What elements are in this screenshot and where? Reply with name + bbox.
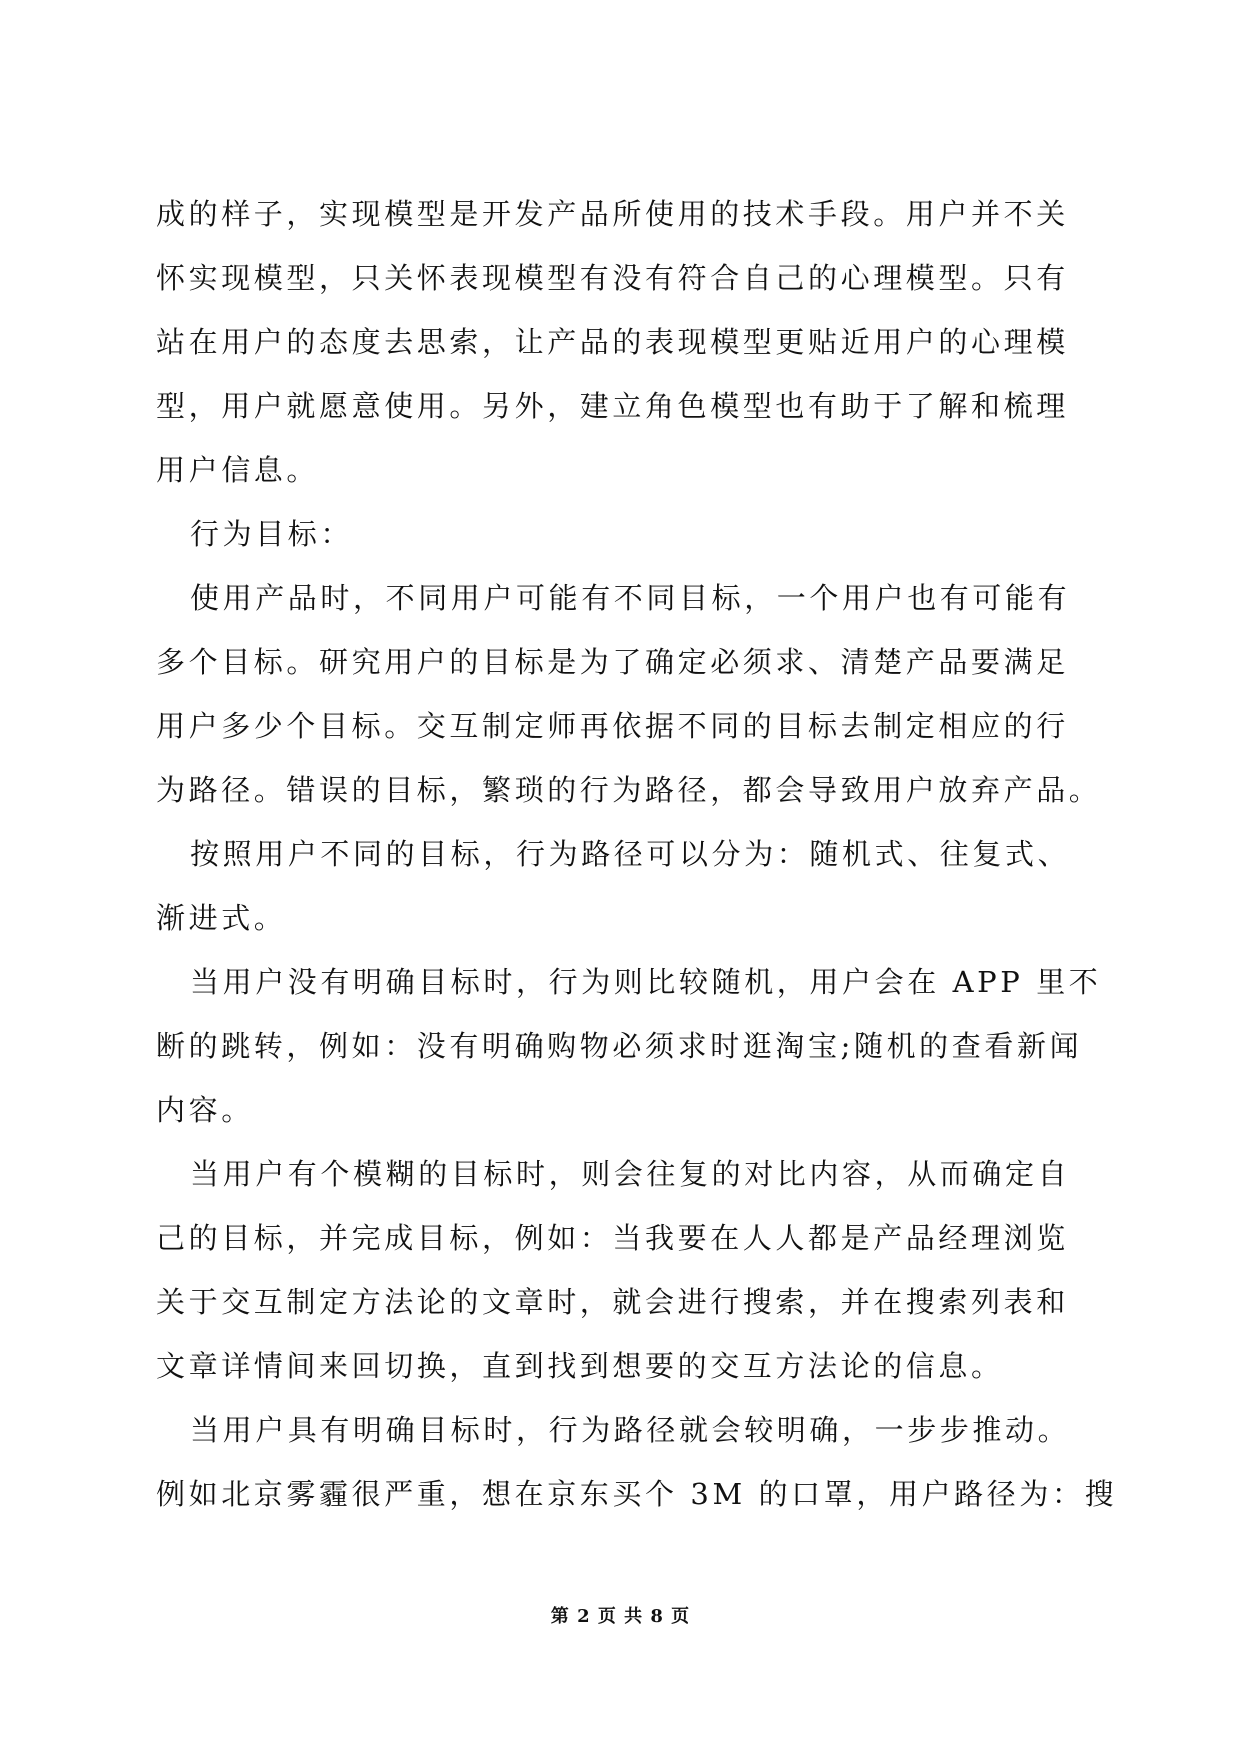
text-line: 为路径。错误的目标，繁琐的行为路径，都会导致用户放弃产品。 (156, 773, 1102, 807)
text-line: 渐进式。 (156, 901, 287, 935)
text-line: 己的目标，并完成目标，例如：当我要在人人都是产品经理浏览 (156, 1221, 1069, 1255)
text-line: 文章详情间来回切换，直到找到想要的交互方法论的信息。 (156, 1349, 1004, 1383)
text-line: 怀实现模型，只关怀表现模型有没有符合自己的心理模型。只有 (156, 261, 1069, 295)
text-line: 多个目标。研究用户的目标是为了确定必须求、清楚产品要满足 (156, 645, 1069, 679)
text-line: 使用产品时，不同用户可能有不同目标，一个用户也有可能有 (190, 581, 1071, 615)
text-line: 按照用户不同的目标，行为路径可以分为：随机式、往复式、 (190, 837, 1071, 871)
text-line: 内容。 (156, 1093, 254, 1127)
text-line: 用户信息。 (156, 453, 320, 487)
text-line: 当用户具有明确目标时，行为路径就会较明确，一步步推动。 (190, 1413, 1071, 1447)
text-line: 例如北京雾霾很严重，想在京东买个 3M 的口罩，用户路径为：搜 (156, 1477, 1118, 1511)
text-line: 型，用户就愿意使用。另外，建立角色模型也有助于了解和梳理 (156, 389, 1069, 423)
page-number-footer: 第 2 页 共 8 页 (550, 1606, 691, 1627)
text-line: 站在用户的态度去思索，让产品的表现模型更贴近用户的心理模 (156, 325, 1069, 359)
body-text (156, 182, 1118, 1526)
text-line: 当用户有个模糊的目标时，则会往复的对比内容，从而确定自 (190, 1157, 1071, 1191)
text-line: 当用户没有明确目标时，行为则比较随机，用户会在 APP 里不 (190, 965, 1102, 999)
text-line: 关于交互制定方法论的文章时，就会进行搜索，并在搜索列表和 (156, 1285, 1069, 1319)
text-line: 成的样子，实现模型是开发产品所使用的技术手段。用户并不关 (156, 197, 1069, 231)
text-line: 用户多少个目标。交互制定师再依据不同的目标去制定相应的行 (156, 709, 1069, 743)
section-heading: 行为目标： (190, 517, 354, 551)
text-line: 断的跳转，例如：没有明确购物必须求时逛淘宝;随机的查看新闻 (156, 1029, 1083, 1063)
